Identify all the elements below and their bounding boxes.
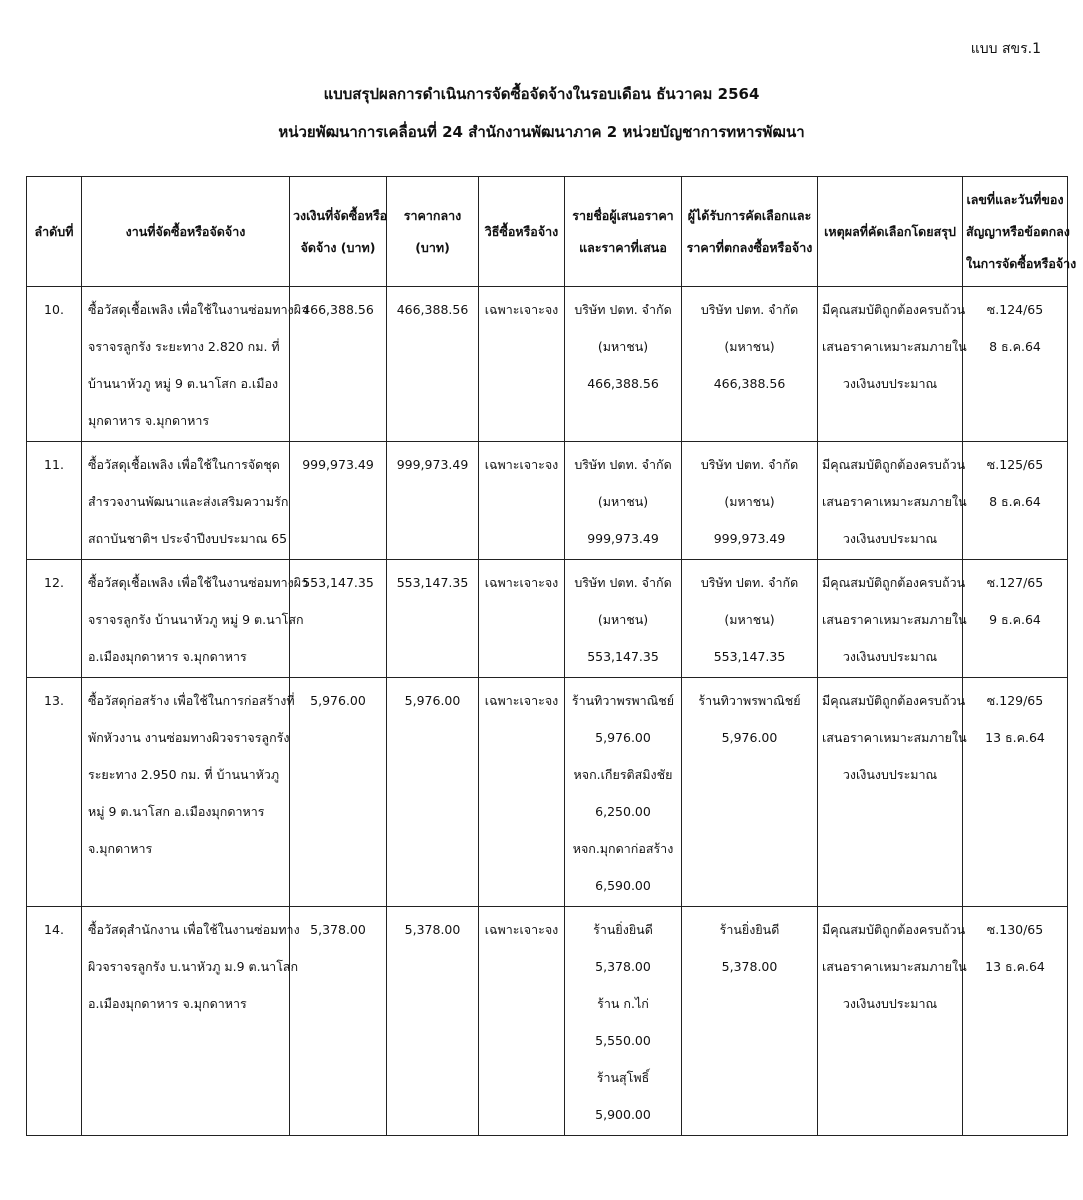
row-number: 10. [27,287,82,442]
table-row [27,560,1068,678]
header-text: ในการจัดซื้อหรือจ้าง [966,255,1077,271]
task-description-line: จ.มุกดาหาร [88,841,153,856]
selected-vendor-line: 553,147.35 [713,649,786,664]
report-subtitle: หน่วยพัฒนาการเคลื่อนที่ 24 สำนักงานพัฒนาภาค 2 หน่วยบัญชาการทหารพัฒนา [278,123,805,141]
table-row [27,907,1068,1136]
contract-reference-line: 9 ธ.ค.64 [989,612,1041,627]
header-text: วิธีซื้อหรือจ้าง [484,223,559,239]
procurement-method: เฉพาะเจาะจง [479,287,565,442]
bidders-list-line: ร้าน ก.ไก่ [597,996,649,1011]
task-description-line: สถาบันชาติฯ ประจำปีงบประมาณ 65 [88,531,288,546]
task-description-line: หมู่ 9 ต.นาโสก อ.เมืองมุกดาหาร [88,804,265,819]
contract-reference [963,560,1068,678]
task-description-line: ซื้อวัสดุสำนักงาน เพื่อใช้ในงานซ่อมทาง [88,922,300,937]
budget-amount: 466,388.56 [290,287,387,442]
task-description-line: ซื้อวัสดุเชื้อเพลิง เพื่อใช้ในงานซ่อมทางผิว [88,575,309,590]
budget-amount: 999,973.49 [290,442,387,560]
contract-reference [963,442,1068,560]
form-code: แบบ สขร.1 [970,41,1041,57]
header-text: ราคากลาง [403,207,462,223]
bidders-list-line: หจก.เกียรติสมิงชัย [573,767,673,782]
selection-reason-line: เสนอราคาเหมาะสมภายใน [822,959,967,974]
task-description [82,678,295,907]
selection-reason-line: เสนอราคาเหมาะสมภายใน [822,339,967,354]
selection-reason-line: วงเงินงบประมาณ [842,767,938,782]
bidders-list-line: 999,973.49 [587,531,659,546]
bidders-list-line: 5,976.00 [595,730,651,745]
header-text: เลขที่และวันที่ของ [966,191,1064,207]
selection-reason [818,442,967,560]
selected-vendor-line: ร้านยิ่งยินดี [719,922,780,937]
task-description-line: ผิวจราจรลูกรัง บ.นาหัวภู ม.9 ต.นาโสก [88,959,299,974]
selected-vendor-line: บริษัท ปตท. จำกัด [700,575,799,590]
col-contract-header [963,177,1077,287]
contract-reference-line: ซ.127/65 [986,575,1044,590]
selected-vendor [682,560,818,678]
bidders-list [565,907,682,1136]
bidders-list-line: (มหาชน) [597,494,649,509]
task-description [82,907,300,1136]
bidders-list-line: บริษัท ปตท. จำกัด [574,457,672,472]
selected-vendor [682,442,818,560]
selection-reason-line: มีคุณสมบัติถูกต้องครบถ้วน [822,457,966,472]
selected-vendor [682,287,818,442]
bidders-list-line: 466,388.56 [587,376,659,391]
selection-reason-line: วงเงินงบประมาณ [842,376,938,391]
selection-reason [818,287,967,442]
bidders-list-line: 5,900.00 [595,1107,651,1122]
header-text: รายชื่อผู้เสนอราคา [572,207,674,223]
task-description-line: ระยะทาง 2.950 กม. ที่ บ้านนาหัวภู [88,767,280,782]
bidders-list [565,442,682,560]
task-description-line: อ.เมืองมุกดาหาร จ.มุกดาหาร [88,649,247,664]
bidders-list-line: บริษัท ปตท. จำกัด [574,575,672,590]
task-description [82,287,309,442]
budget-amount: 553,147.35 [290,560,387,678]
contract-reference-line: 13 ธ.ค.64 [985,730,1045,745]
selection-reason-line: วงเงินงบประมาณ [842,649,938,664]
table-header-row [27,177,1068,287]
col-method-header [479,177,565,287]
contract-reference-line: 13 ธ.ค.64 [985,959,1045,974]
selected-vendor-line: บริษัท ปตท. จำกัด [700,302,799,317]
selected-vendor-line: บริษัท ปตท. จำกัด [700,457,799,472]
contract-reference [963,678,1068,907]
selection-reason-line: วงเงินงบประมาณ [842,996,938,1011]
contract-reference [963,287,1068,442]
selection-reason-line: เสนอราคาเหมาะสมภายใน [822,730,967,745]
budget-amount: 5,378.00 [290,907,387,1136]
contract-reference-line: ซ.129/65 [986,693,1044,708]
procurement-table [26,176,1077,1136]
header-text: ลำดับที่ [34,223,74,239]
header-text: งานที่จัดซื้อหรือจัดจ้าง [125,223,246,239]
bidders-list [565,560,682,678]
procurement-method: เฉพาะเจาะจง [479,560,565,678]
row-number: 14. [27,907,82,1136]
median-price: 999,973.49 [387,442,479,560]
bidders-list-line: ร้านยิ่งยินดี [593,922,653,937]
selection-reason-line: เสนอราคาเหมาะสมภายใน [822,494,967,509]
col-no-header [27,177,82,287]
bidders-list [565,678,682,907]
selection-reason-line: มีคุณสมบัติถูกต้องครบถ้วน [822,693,966,708]
col-budget-header [290,177,387,287]
selected-vendor-line: ร้านทิวาพรพาณิชย์ [698,693,801,708]
task-description-line: พักหัวงาน งานซ่อมทางผิวจราจรลูกรัง [88,730,290,745]
bidders-list-line: 6,590.00 [595,878,651,893]
bidders-list-line: 5,378.00 [595,959,651,974]
bidders-list-line: ร้านทิวาพรพาณิชย์ [571,693,675,708]
header-text: เหตุผลที่คัดเลือกโดยสรุป [824,223,956,239]
row-number: 13. [27,678,82,907]
median-price: 466,388.56 [387,287,479,442]
header-text: วงเงินที่จัดซื้อหรือ [293,207,388,223]
selected-vendor-line: 999,973.49 [713,531,786,546]
median-price: 5,976.00 [387,678,479,907]
header-text: ราคาที่ตกลงซื้อหรือจ้าง [686,239,813,255]
task-description-line: สำรวจงานพัฒนาและส่งเสริมความรัก [88,494,289,509]
bidders-list-line: (มหาชน) [597,339,649,354]
report-title: แบบสรุปผลการดำเนินการจัดซื้อจัดจ้างในรอบเดือน ธันวาคม 2564 [323,85,760,103]
budget-amount: 5,976.00 [290,678,387,907]
bidders-list-line: 5,550.00 [595,1033,651,1048]
task-description [82,560,309,678]
selection-reason [818,678,967,907]
bidders-list-line: ร้านสุโพธิ์ [596,1070,650,1085]
task-description-line: จราจรลูกรัง ระยะทาง 2.820 กม. ที่ [88,339,280,354]
task-description-line: ซื้อวัสดุก่อสร้าง เพื่อใช้ในการก่อสร้างที่ [88,693,295,708]
selected-vendor-line: 5,378.00 [721,959,778,974]
table-row [27,678,1068,907]
task-description-line: มุกดาหาร จ.มุกดาหาร [88,413,210,428]
header-text: (บาท) [415,239,450,255]
contract-reference-line: ซ.124/65 [986,302,1044,317]
selection-reason-line: มีคุณสมบัติถูกต้องครบถ้วน [822,575,966,590]
header-text: สัญญาหรือข้อตกลง [966,223,1070,239]
procurement-method: เฉพาะเจาะจง [479,442,565,560]
col-reason-header [818,177,963,287]
task-description [82,442,290,560]
header-text: และราคาที่เสนอ [579,239,667,255]
task-description-line: จราจรลูกรัง บ้านนาหัวภู หมู่ 9 ต.นาโสก [88,612,304,627]
col-winner-header [682,177,818,287]
selected-vendor-line: (มหาชน) [724,612,775,627]
header-text: ผู้ได้รับการคัดเลือกและ [687,207,812,223]
selection-reason-line: เสนอราคาเหมาะสมภายใน [822,612,967,627]
median-price: 5,378.00 [387,907,479,1136]
task-description-line: บ้านนาหัวภู หมู่ 9 ต.นาโสก อ.เมือง [88,376,279,391]
row-number: 12. [27,560,82,678]
selected-vendor [682,678,818,907]
task-description-line: อ.เมืองมุกดาหาร จ.มุกดาหาร [88,996,247,1011]
selected-vendor-line: 5,976.00 [721,730,778,745]
task-description-line: ซื้อวัสดุเชื้อเพลิง เพื่อใช้ในการจัดชุด [88,457,280,472]
selected-vendor-line: (มหาชน) [724,339,775,354]
contract-reference-line: ซ.130/65 [986,922,1044,937]
contract-reference-line: 8 ธ.ค.64 [989,494,1041,509]
selected-vendor [682,907,818,1136]
col-median-price-header [387,177,479,287]
bidders-list-line: (มหาชน) [597,612,649,627]
selection-reason-line: วงเงินงบประมาณ [842,531,938,546]
selection-reason-line: มีคุณสมบัติถูกต้องครบถ้วน [822,302,966,317]
header-text: จัดจ้าง (บาท) [300,239,376,255]
bidders-list-line: หจก.มุกดาก่อสร้าง [572,841,674,856]
col-task-header [82,177,290,287]
table-row [27,287,1068,442]
row-number: 11. [27,442,82,560]
bidders-list-line: บริษัท ปตท. จำกัด [574,302,672,317]
selection-reason [818,907,967,1136]
contract-reference-line: 8 ธ.ค.64 [989,339,1041,354]
task-description-line: ซื้อวัสดุเชื้อเพลิง เพื่อใช้ในงานซ่อมทางผิว [88,302,309,317]
contract-reference [963,907,1068,1136]
contract-reference-line: ซ.125/65 [986,457,1044,472]
procurement-method: เฉพาะเจาะจง [479,907,565,1136]
bidders-list-line: 6,250.00 [595,804,651,819]
selection-reason [818,560,967,678]
selected-vendor-line: (มหาชน) [724,494,775,509]
col-bidders-header [565,177,682,287]
procurement-method: เฉพาะเจาะจง [479,678,565,907]
median-price: 553,147.35 [387,560,479,678]
bidders-list [565,287,682,442]
bidders-list-line: 553,147.35 [587,649,659,664]
selection-reason-line: มีคุณสมบัติถูกต้องครบถ้วน [822,922,966,937]
selected-vendor-line: 466,388.56 [713,376,786,391]
table-row [27,442,1068,560]
